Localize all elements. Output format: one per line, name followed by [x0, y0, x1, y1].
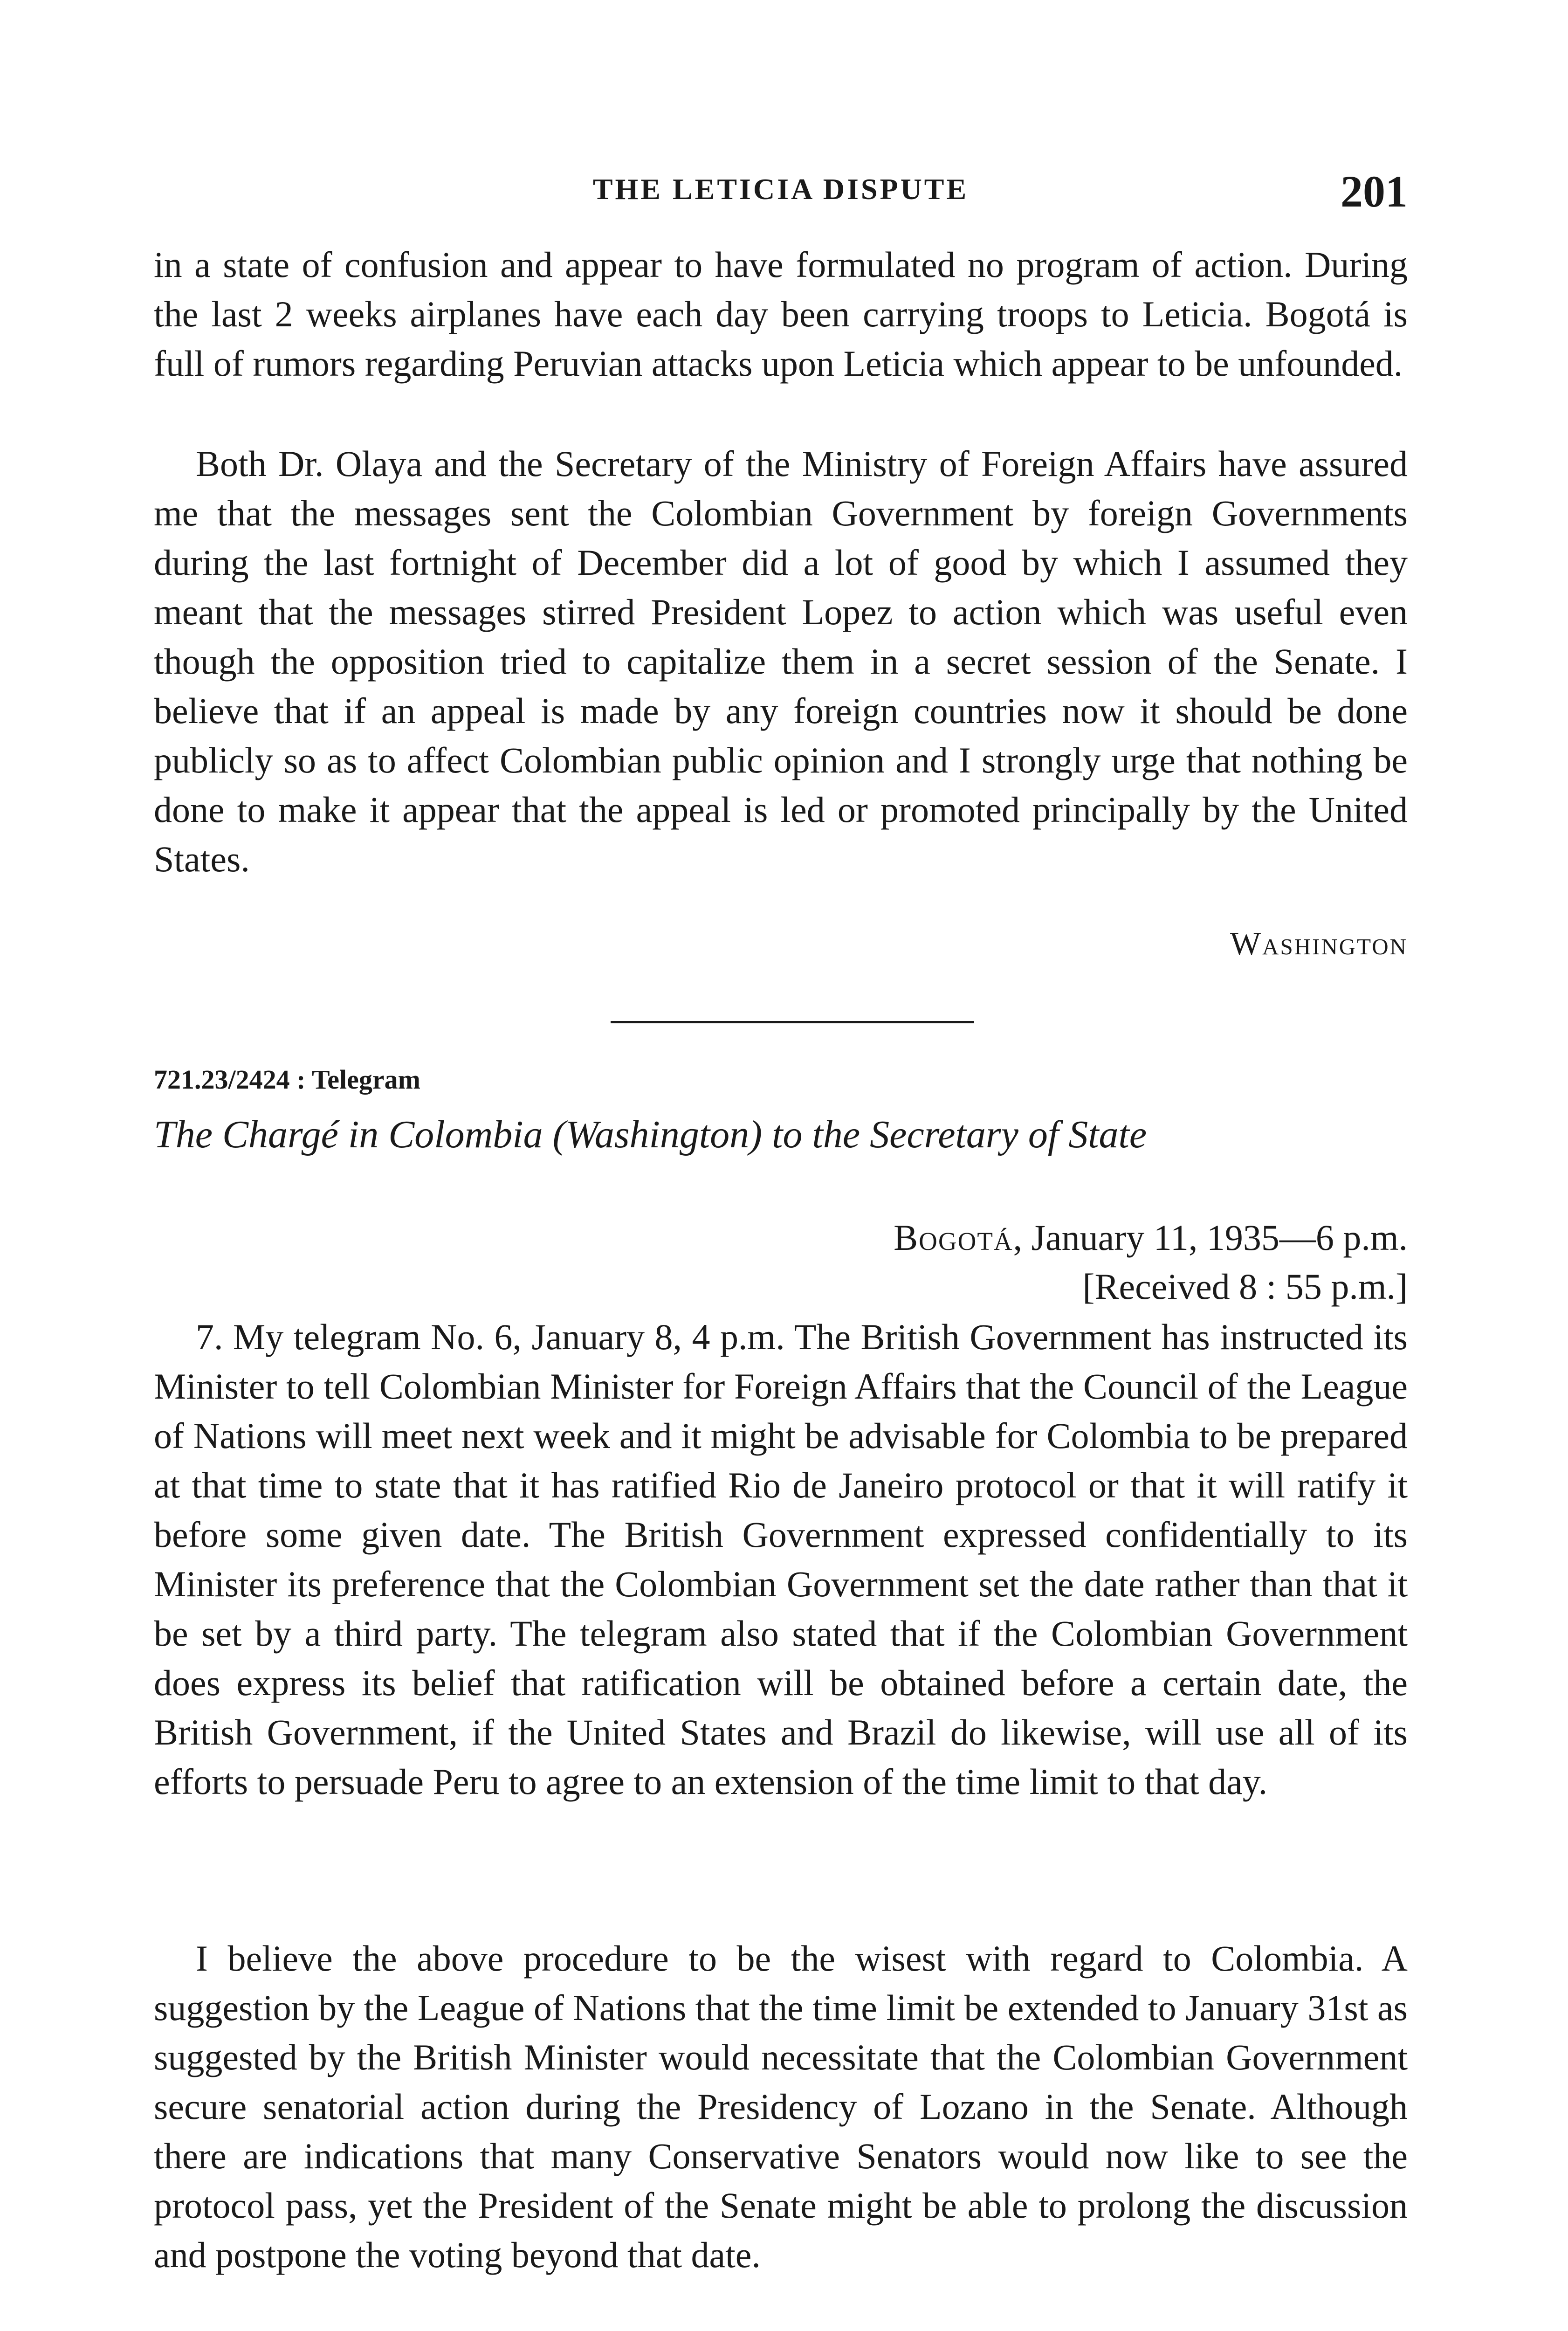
dateline-date: , January 11, 1935—6 p.m. — [1013, 1217, 1408, 1258]
letter2-paragraph-2: I believe the above procedure to be the wisest with regard to Colombia. A suggestion by the League of Nations that the time limit be extended to January 31st as suggested by the British Minister would necessitate that the Colombian Government secure senatorial action during the Presidency of Lozano in the Senate. Although there are indications that many Conservative Senators would now like to see the protocol pass, yet the President of the Senate might be able to prolong the discussion and postpone the voting beyond that date. — [154, 1938, 1408, 2275]
letter1-paragraph-1: in a state of confusion and appear to have formulated no program of action. During the last 2 weeks airplanes have each day been carrying troops to Leticia. Bogotá is full of rumors regarding Peruvian attacks upon Leticia which appear to be unfounded. — [154, 244, 1408, 384]
dateline — [894, 1217, 1408, 1259]
section-divider — [611, 1021, 974, 1023]
letter2-paragraph-1: 7. My telegram No. 6, January 8, 4 p.m. The British Government has instructed its Minister to tell Colombian Minister for Foreign Affairs that the Council of the League of Nations will meet next week and it might be advisable for Colombia to be prepared at that time to state that it has ratified Rio de Janeiro protocol or that it will ratify it before some given date. The British Government expressed confidentially to its Minister its preference that the Colombian Government set the date rather than that it be set by a third party. The telegram also stated that if the Colombian Government does express its belief that ratification will be obtained before a certain date, the British Government, if the United States and Brazil do likewise, will use all of its efforts to persuade Peru to agree to an extension of the time limit to that day. — [154, 1317, 1408, 1802]
page-number: 201 — [1341, 166, 1408, 216]
running-title: THE LETICIA DISPUTE — [592, 172, 969, 206]
signature: Washington — [1230, 926, 1408, 962]
dateline-place: Bogotá — [894, 1217, 1013, 1258]
page-header — [154, 166, 1408, 217]
file-reference: 721.23/2424 : Telegram — [154, 1064, 420, 1095]
document-title: The Chargé in Colombia (Washington) to the Secretary of State — [154, 1113, 1147, 1156]
received-note: [Received 8 : 55 p.m.] — [1082, 1266, 1408, 1307]
letter1-paragraph-2: Both Dr. Olaya and the Secretary of the Ministry of Foreign Affairs have assured me that the messages sent the Colombian Government by foreign Governments during the last fortnight of December did a lot of good by which I assumed they meant that the messages stirred President Lopez to action which was useful even though the opposition tried to capitalize them in a secret session of the Senate. I believe that if an appeal is made by any foreign countries now it should be done publicly so as to affect Colombian public opinion and I strongly urge that nothing be done to make it appear that the appeal is led or promoted principally by the United States. — [154, 443, 1408, 879]
